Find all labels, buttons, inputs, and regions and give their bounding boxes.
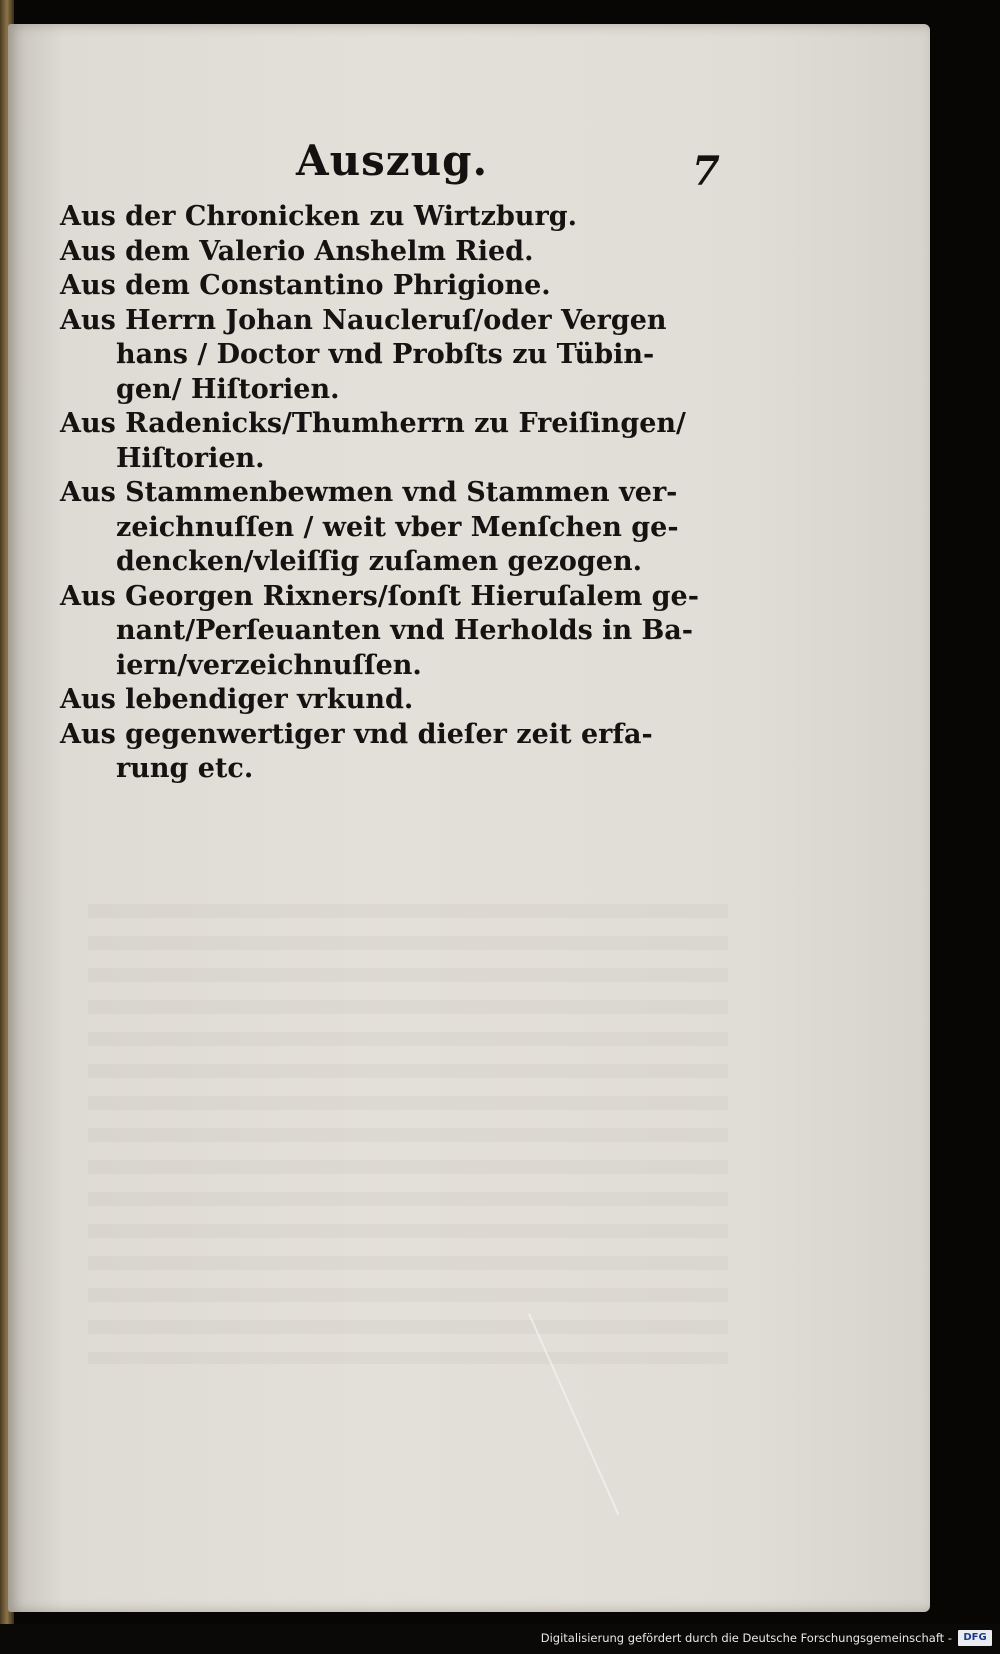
text-line: Aus dem Constantino Phrigione. <box>60 270 551 301</box>
text-block <box>60 200 728 787</box>
text-line: nant/Perſeuanten vnd Herholds in Ba- <box>116 615 693 646</box>
text-line: dencken/vleiſſig zuſamen gezogen. <box>116 546 642 577</box>
book-page <box>8 24 930 1612</box>
footer-bar <box>0 1624 1000 1654</box>
running-head: Auszug. <box>296 136 489 185</box>
dfg-logo: DFG <box>958 1630 992 1646</box>
text-line: Aus Radenicks/Thumherrn zu Freiſingen/ <box>60 408 686 439</box>
text-line: iern/verzeichnuſſen. <box>116 649 422 681</box>
text-line: Aus der Chronicken zu Wirtzburg. <box>60 201 577 232</box>
show-through-bleed <box>88 904 728 1364</box>
text-line: hans / Doctor vnd Probſts zu Tübin- <box>116 339 655 370</box>
text-line: rung etc. <box>116 753 254 784</box>
text-line: gen/ Hiſtorien. <box>116 373 340 405</box>
funding-note: Digitalisierung gefördert durch die Deutsche Forschungsgemeinschaft - <box>540 1631 952 1645</box>
text-line: Aus gegenwertiger vnd dieſer zeit erfa- <box>60 718 653 750</box>
text-line: Aus Georgen Rixners/ſonſt Hieruſalem ge- <box>60 580 699 612</box>
text-line: Aus lebendiger vrkund. <box>60 684 414 715</box>
text-line: zeichnuſſen / weit vber Menſchen ge- <box>116 511 679 543</box>
page-number: 7 <box>692 148 720 195</box>
text-line: Aus Stammenbewmen vnd Stammen ver- <box>60 477 678 508</box>
text-line: Aus dem Valerio Anshelm Ried. <box>60 235 534 267</box>
text-line: Hiſtorien. <box>116 442 265 474</box>
text-line: Aus Herrn Johan Naucleruſ/oder Vergen <box>60 304 667 336</box>
